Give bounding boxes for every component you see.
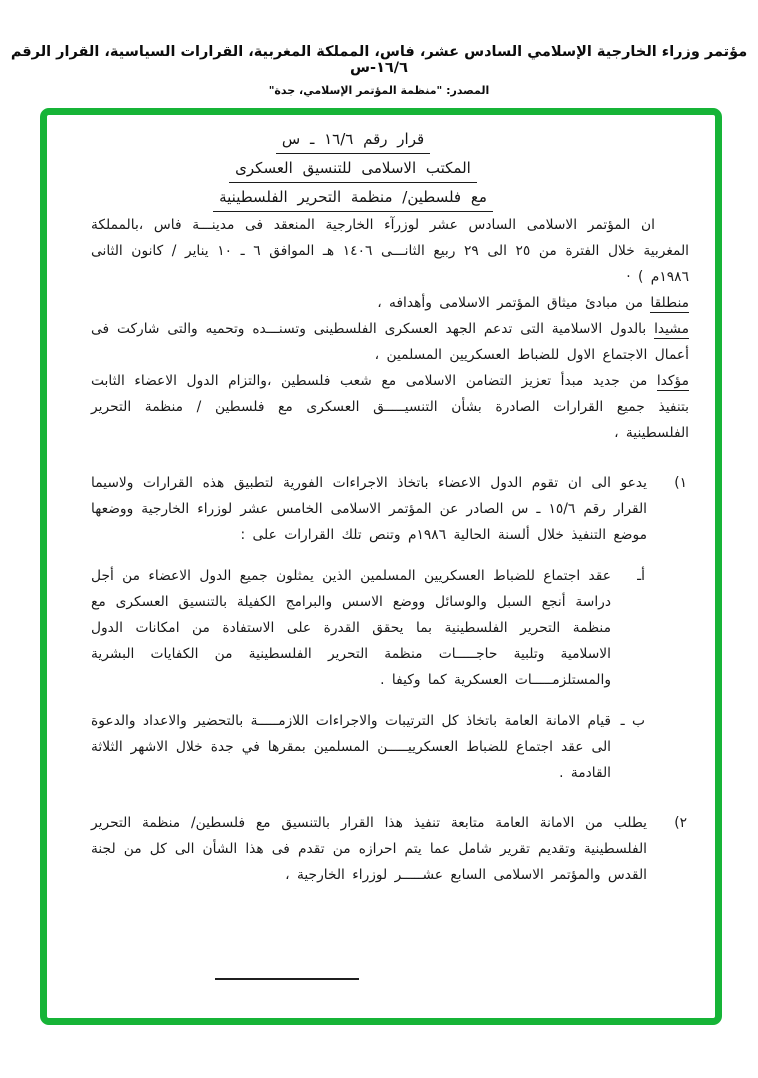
item-text: يطلب من الامانة العامة متابعة تنفيذ هذا القرار بالتنسيق مع فلسطين/ منظمة التحرير الفلسطينية وتقديم تقرير شامل عما يتم احرازه من تقدم فى هذا الشأن الى كل من لجنة القدس والمؤتمر الاسلامى السابع عشـــــر لوزراء الخارجية ، bbox=[91, 815, 647, 883]
citation-header bbox=[0, 44, 758, 97]
paragraph-text: ان المؤتمر الاسلامى السادس عشر لوزرآء الخارجية المنعقد فى مدينـــة فاس ،بالمملكة المغربية خلال الفترة من ٢٥ الى ٢٩ ربيع الثانـــى ١٤٠٦ هـ الموافق ٦ ـ ١٠ يناير / كانون الثانى ١٩٨٦م ) · bbox=[91, 217, 689, 285]
subitem-b bbox=[91, 708, 647, 786]
end-divider bbox=[215, 978, 359, 980]
subitem-a bbox=[91, 563, 647, 693]
paragraph-text: بالدول الاسلامية التى تدعم الجهد العسكرى الفلسطينى وتسنـــده وتحميه والتى شاركت فى أعمال الاجتماع الاول للضباط العسكريين المسلمين ، bbox=[91, 321, 689, 363]
preamble-opening-paragraph bbox=[91, 212, 689, 290]
operative-item-1 bbox=[91, 470, 689, 786]
clause-lead-word: منطلقا bbox=[650, 295, 689, 311]
preamble-clause-mushidan bbox=[91, 316, 689, 368]
resolution-body bbox=[47, 212, 715, 888]
citation-source: المصدر: "منظمة المؤتمر الإسلامي، جدة" bbox=[268, 84, 490, 97]
resolution-title-block bbox=[19, 128, 687, 212]
clause-lead-word: مؤكدا bbox=[656, 373, 689, 389]
title-line bbox=[19, 186, 687, 212]
preamble-clause-muakkidan bbox=[91, 368, 689, 446]
item-text: يدعو الى ان تقوم الدول الاعضاء باتخاذ الاجراءات الفورية لتطبيق هذه القرارات ولاسيما القرار رقم ١٥/٦ ـ س الصادر عن المؤتمر الاسلامى الخامس عشر لوزراء الخارجية ووضعها موضع التنفيذ خلال ألسنة الحالية ١٩٨٦م وتنص تلك القرارات على : bbox=[91, 475, 647, 543]
preamble-clause-montaliqan bbox=[91, 290, 689, 316]
clause-lead-word: مشيدا bbox=[654, 321, 689, 337]
resolution-number-title: قرار رقم ١٦/٦ ـ س bbox=[276, 129, 430, 154]
title-line bbox=[19, 128, 687, 154]
resolution-subject-title-1: المكتب الاسلامى للتنسيق العسكرى bbox=[229, 158, 477, 183]
paragraph-text: من جديد مبدأ تعزيز التضامن الاسلامى مع شعب فلسطين ،والتزام الدول الاعضاء الثابت بتنفيذ جميع القرارات الصادرة بشأن التنسيـــــق العسكرى مع فلسطين / منظمة التحرير الفلسطينية ، bbox=[91, 373, 689, 441]
document-border-frame bbox=[40, 108, 722, 1025]
operative-item-2 bbox=[91, 810, 689, 888]
subitem-text: قيام الامانة العامة باتخاذ كل الترتيبات والاجراءات اللازمـــــة بالتحضير والاعداد والدعوة الى عقد اجتماع للضباط العسكرييـــــن المسلمين بمقرها في جدة خلال الاشهر الثلاثة القادمة . bbox=[91, 713, 611, 781]
subitem-letter: ب ـ bbox=[620, 713, 645, 729]
citation-title: مؤتمر وزراء الخارجية الإسلامي السادس عشر، فاس، المملكة المغربية، القرارات السياسية، القرار الرقم ١٦/٦-س bbox=[10, 44, 748, 76]
paragraph-text: من مبادئ ميثاق المؤتمر الاسلامى وأهدافه ، bbox=[377, 295, 651, 311]
subitem-text: عقد اجتماع للضباط العسكريين المسلمين الذين يمثلون جميع الدول الاعضاء من أجل دراسة أنجع السبل والوسائل ووضع الاسس والبرامج الكفيلة بالتنسيق العسكرى مع منظمة التحرير الفلسطينية بما يحقق القدرة على الاستفادة من امكانات الدول الاسلامية وتلبية حاجـــــات منظمة التحرير الفلسطينية من الكفايات البشرية والمستلزمـــــات العسكرية كما وكيفا . bbox=[91, 568, 611, 688]
subitem-letter: أـ bbox=[637, 568, 645, 584]
item-number: ١) bbox=[674, 475, 687, 491]
item-number: ٢) bbox=[674, 815, 687, 831]
title-line bbox=[19, 157, 687, 183]
resolution-subject-title-2: مع فلسطين/ منظمة التحرير الفلسطينية bbox=[213, 187, 493, 212]
